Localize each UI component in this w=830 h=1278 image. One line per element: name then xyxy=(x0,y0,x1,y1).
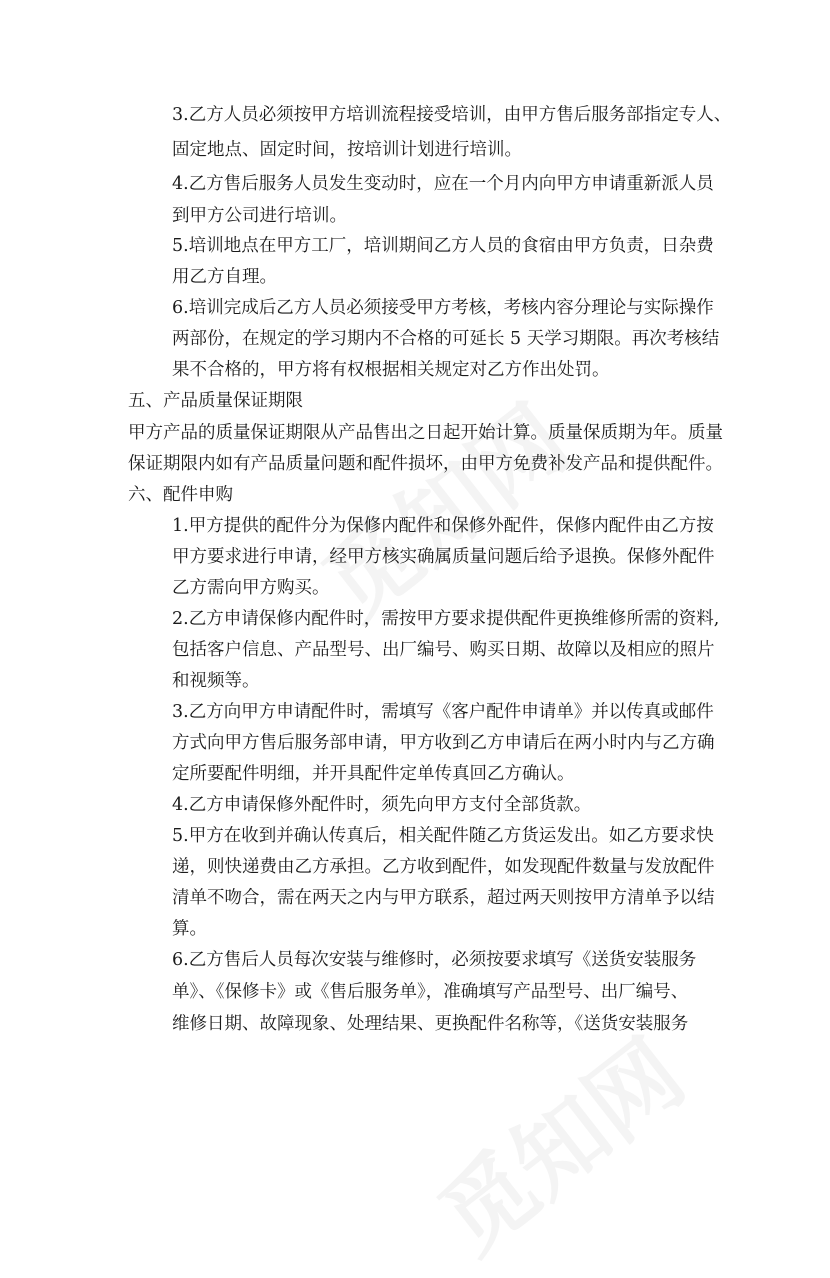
line-23: 4.乙方申请保修外配件时，须先向甲方支付全部货款。 xyxy=(172,795,592,815)
line-22: 定所要配件明细，并开具配件定单传真回乙方确认。 xyxy=(172,764,575,784)
line-17: 2.乙方申请保修内配件时，需按甲方要求提供配件更换维修所需的资料, xyxy=(172,609,720,629)
line-11: 甲方产品的质量保证期限从产品售出之日起开始计算。质量保质期为年。质量 xyxy=(128,423,723,443)
line-26: 清单不吻合，需在两天之内与甲方联系，超过两天则按甲方清单予以结 xyxy=(172,888,715,908)
line-1: 3.乙方人员必须按甲方培训流程接受培训，由甲方售后服务部指定专人、 xyxy=(172,105,732,125)
line-29: 单》、《保修卡》或《售后服务单》，准确填写产品型号、出厂编号、 xyxy=(172,982,689,1002)
line-7: 6.培训完成后乙方人员必须接受甲方考核，考核内容分理论与实际操作 xyxy=(172,298,714,318)
line-19: 和视频等。 xyxy=(172,671,260,691)
line-16: 乙方需向甲方购买。 xyxy=(172,578,330,598)
line-28: 6.乙方售后人员每次安装与维修时，必须按要求填写《送货安装服务 xyxy=(172,950,697,970)
line-24: 5.甲方在收到并确认传真后，相关配件随乙方货运发出。如乙方要求快 xyxy=(172,826,714,846)
line-4: 到甲方公司进行培训。 xyxy=(172,206,347,226)
line-8: 两部份，在规定的学习期内不合格的可延长 5 天学习期限。再次考核结 xyxy=(172,329,720,349)
line-30: 维修日期、故障现象、处理结果、更换配件名称等，《送货安装服务 xyxy=(172,1014,689,1034)
line-27: 算。 xyxy=(172,919,207,939)
line-20: 3.乙方向甲方申请配件时，需填写《客户配件申请单》并以传真或邮件 xyxy=(172,702,714,722)
line-15: 甲方要求进行申请，经甲方核实确属质量问题后给予退换。保修外配件 xyxy=(172,547,715,567)
section-5-heading: 五、产品质量保证期限 xyxy=(128,391,303,411)
line-3: 4.乙方售后服务人员发生变动时，应在一个月内向甲方申请重新派人员 xyxy=(172,174,714,194)
line-25: 递，则快递费由乙方承担。乙方收到配件，如发现配件数量与发放配件 xyxy=(172,857,715,877)
line-2: 固定地点、固定时间，按培训计划进行培训。 xyxy=(172,140,522,160)
section-6-heading: 六、配件申购 xyxy=(128,485,233,505)
line-9: 果不合格的，甲方将有权根据相关规定对乙方作出处罚。 xyxy=(172,360,610,380)
line-18: 包括客户信息、产品型号、出厂编号、购买日期、故障以及相应的照片 xyxy=(172,640,715,660)
line-21: 方式向甲方售后服务部申请，甲方收到乙方申请后在两小时内与乙方确 xyxy=(172,733,715,753)
line-5: 5.培训地点在甲方工厂，培训期间乙方人员的食宿由甲方负责，日杂费 xyxy=(172,236,714,256)
watermark-upper xyxy=(292,370,591,644)
line-6: 用乙方自理。 xyxy=(172,267,277,287)
line-12: 保证期限内如有产品质量问题和配件损坏，由甲方免费补发产品和提供配件。 xyxy=(128,454,723,474)
line-14: 1.甲方提供的配件分为保修内配件和保修外配件，保修内配件由乙方按 xyxy=(172,516,714,536)
watermark-lower xyxy=(408,1004,707,1278)
